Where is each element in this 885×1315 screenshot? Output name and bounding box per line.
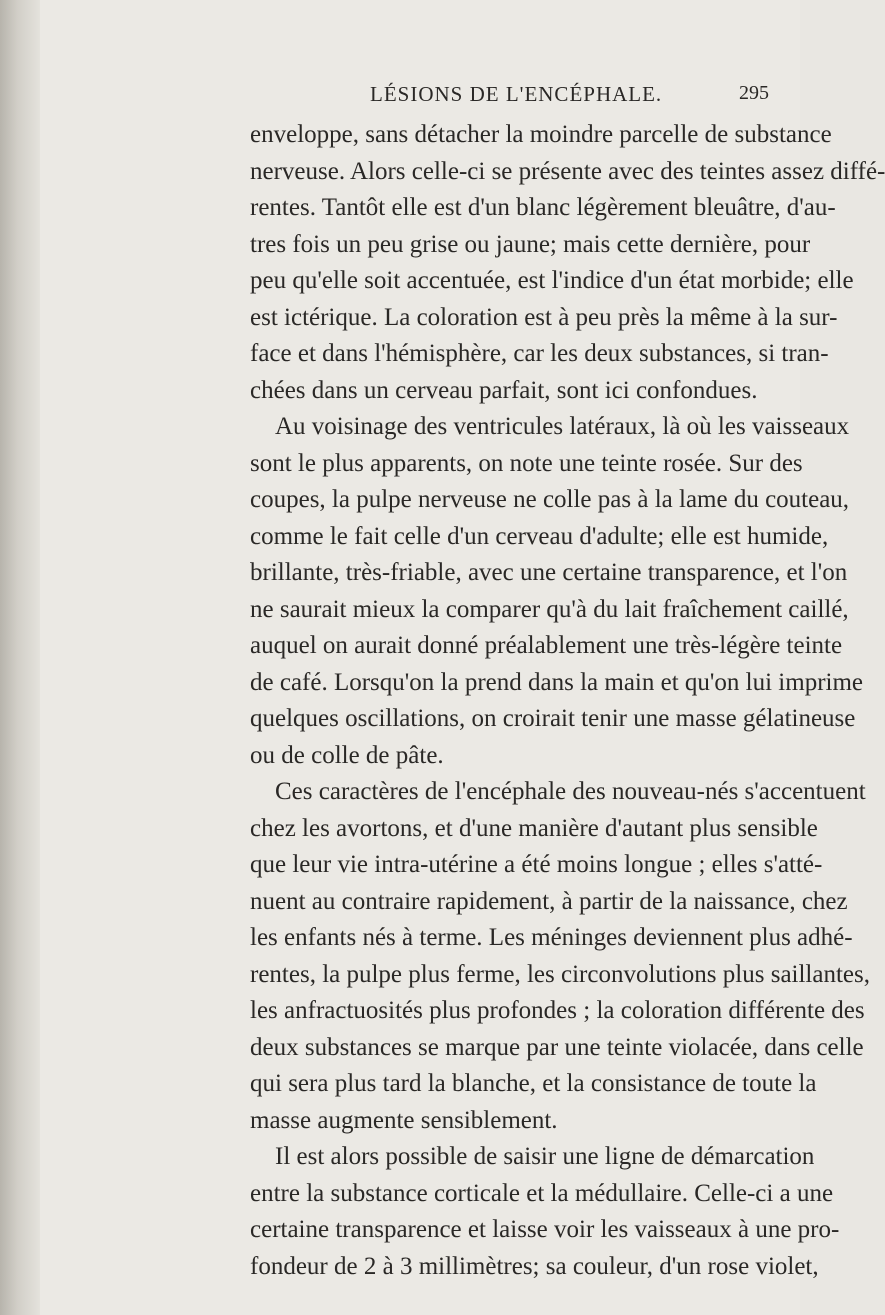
text-line: deux substances se marque par une teinte violacée, dans celle (250, 1033, 864, 1061)
text-line: chées dans un cerveau parfait, sont ici confondues. (250, 376, 758, 404)
text-line: auquel on aurait donné préalablement une très-légère teinte (250, 632, 843, 659)
text-line: face et dans l'hémisphère, car les deux substances, si tran- (250, 340, 829, 367)
text-line: brillante, très-friable, avec une certaine transparence, et l'on (250, 559, 848, 586)
text-line: les anfractuosités plus profondes ; la coloration différente des (250, 997, 865, 1024)
text-line: quelques oscillations, on croirait tenir une masse gélatineuse (250, 705, 856, 732)
text-line: chez les avortons, et d'une manière d'autant plus sensible (250, 814, 818, 842)
text-line: peu qu'elle soit accentuée, est l'indice d'un état morbide; elle (250, 267, 854, 294)
text-line: fondeur de 2 à 3 millimètres; sa couleur, d'un rose violet, (250, 1252, 819, 1280)
page-gutter-shadow (0, 0, 40, 1315)
body-text (250, 117, 885, 1285)
paragraph-start-line: Il est alors possible de saisir une ligne de démarcation (275, 1143, 815, 1170)
page-number: 295 (739, 82, 769, 104)
text-line: enveloppe, sans détacher la moindre parcelle de substance (250, 121, 832, 148)
text-line: entre la substance corticale et la médullaire. Celle-ci a une (250, 1179, 834, 1207)
text-line: qui sera plus tard la blanche, et la consistance de toute la (250, 1070, 817, 1097)
text-line: nuent au contraire rapidement, à partir de la naissance, chez (250, 887, 848, 915)
text-line: masse augmente sensiblement. (250, 1106, 558, 1134)
text-line: rentes. Tantôt elle est d'un blanc légèrement bleuâtre, d'au- (250, 194, 836, 221)
text-line: certaine transparence et laisse voir les vaisseaux à une pro- (250, 1216, 840, 1243)
paragraph-start-line: Au voisinage des ventricules latéraux, là où les vaisseaux (275, 413, 850, 440)
text-line: nerveuse. Alors celle-ci se présente avec des teintes assez diffé- (250, 157, 885, 185)
text-line: les enfants nés à terme. Les méninges deviennent plus adhé- (250, 924, 853, 951)
text-line: coupes, la pulpe nerveuse ne colle pas à la lame du couteau, (250, 486, 850, 513)
text-line: ne saurait mieux la comparer qu'à du lait fraîchement caillé, (250, 595, 849, 623)
paragraph-start-line: Ces caractères de l'encéphale des nouveau-nés s'accentuent (275, 778, 866, 805)
text-line: sont le plus apparents, on note une teinte rosée. Sur des (250, 449, 803, 477)
text-line: que leur vie intra-utérine a été moins longue ; elles s'atté- (250, 851, 823, 878)
running-title: LÉSIONS DE L'ENCÉPHALE. (370, 82, 663, 106)
text-line: ou de colle de pâte. (250, 741, 444, 769)
text-line: est ictérique. La coloration est à peu près la même à la sur- (250, 303, 838, 331)
text-line: tres fois un peu grise ou jaune; mais cette dernière, pour (250, 230, 811, 258)
text-line: comme le fait celle d'un cerveau d'adulte; elle est humide, (250, 522, 829, 550)
text-line: de café. Lorsqu'on la prend dans la main et qu'on lui imprime (250, 668, 864, 696)
text-line: rentes, la pulpe plus ferme, les circonvolutions plus saillantes, (250, 960, 870, 988)
